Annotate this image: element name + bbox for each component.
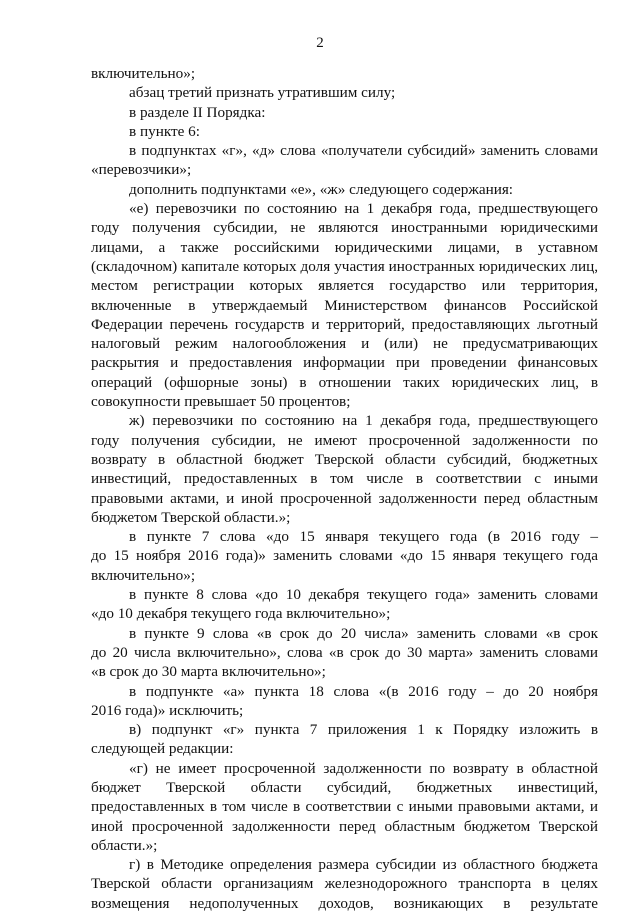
- text-line: совокупности превышает 50 процентов;: [91, 393, 351, 411]
- text-line: предоставленных в том числе в соответствии с иными правовыми актами, и: [91, 798, 598, 816]
- page-number: 2: [316, 35, 324, 51]
- text-line: в пункте 7 слова «до 15 января текущего года (в 2016 году –: [129, 528, 598, 546]
- text-line: в пункте 8 слова «до 10 декабря текущего года» заменить словами: [129, 586, 598, 604]
- text-line: «в срок до 30 марта включительно»;: [91, 663, 326, 681]
- text-line: «е) перевозчики по состоянию на 1 декабря года, предшествующего: [129, 200, 598, 218]
- text-line: ж) перевозчики по состоянию на 1 декабря года, предшествующего: [129, 412, 598, 430]
- text-line: в разделе II Порядка:: [129, 103, 266, 121]
- text-line: возмещения недополученных доходов, возникающих в результате: [91, 894, 598, 912]
- text-line: операций (офшорные зоны) в отношении таких юридических лиц, в: [91, 373, 598, 391]
- text-line: г) в Методике определения размера субсидии из областного бюджета: [129, 856, 598, 874]
- text-line: до 15 ноября 2016 года)» заменить словами «до 15 января текущего года: [91, 547, 598, 565]
- text-line: до 20 числа включительно», слова «в срок до 30 марта» заменить словами: [91, 643, 598, 661]
- text-line: бюджет Тверской области субсидий, бюджетных инвестиций,: [91, 778, 598, 796]
- text-line: иной просроченной задолженности перед областным бюджетом Тверской: [91, 817, 598, 835]
- text-line: включительно»;: [91, 566, 196, 584]
- text-line: году получения субсидии, не являются иностранными юридическими: [91, 219, 598, 237]
- text-line: «до 10 декабря текущего года включительно»;: [91, 605, 391, 623]
- text-line: налоговый режим налогообложения и (или) не предусматривающих: [91, 335, 598, 353]
- text-line: в пункте 6:: [129, 122, 200, 140]
- text-line: абзац третий признать утратившим силу;: [129, 84, 396, 102]
- text-line: области.»;: [91, 836, 158, 854]
- text-line: Тверской области организациям железнодорожного транспорта в целях: [91, 875, 598, 893]
- text-line: в) подпункт «г» пункта 7 приложения 1 к Порядку изложить в: [129, 721, 598, 739]
- text-line: в подпунктах «г», «д» слова «получатели субсидий» заменить словами: [129, 142, 598, 160]
- text-line: 2016 года)» исключить;: [91, 701, 244, 719]
- document-body: [91, 64, 598, 913]
- text-line: местом регистрации которых является государство или территория,: [91, 277, 598, 295]
- text-line: «перевозчики»;: [91, 161, 192, 179]
- text-line: инвестиций, предоставленных в том числе в соответствии с иными: [91, 470, 598, 488]
- text-line: в пункте 9 слова «в срок до 20 числа» заменить словами «в срок: [129, 624, 598, 642]
- text-line: включительно»;: [91, 65, 196, 82]
- text-line: (складочном) капитале которых доля участия иностранных юридических лиц,: [91, 257, 598, 275]
- text-line: включенные в утверждаемый Министерством финансов Российской: [91, 296, 598, 314]
- text-line: лицами, а также российскими юридическими лицами, в уставном: [91, 238, 598, 256]
- text-line: «г) не имеет просроченной задолженности по возврату в областной: [129, 759, 598, 777]
- text-line: году получения субсидии, не имеют просроченной задолженности по: [91, 431, 598, 449]
- text-line: бюджетом Тверской области.»;: [91, 508, 291, 526]
- text-line: в подпункте «а» пункта 18 слова «(в 2016 году – до 20 ноября: [129, 682, 598, 700]
- text-line: раскрытия и предоставления информации при проведении финансовых: [91, 354, 598, 372]
- text-line: Федерации перечень государств и территорий, предоставляющих льготный: [91, 315, 598, 333]
- text-line: дополнить подпунктами «е», «ж» следующего содержания:: [129, 180, 514, 198]
- text-line: правовыми актами, и иной просроченной задолженности перед областным: [91, 489, 598, 507]
- text-line: следующей редакции:: [91, 740, 234, 758]
- text-line: возврату в областной бюджет Тверской области субсидий, бюджетных: [91, 450, 598, 468]
